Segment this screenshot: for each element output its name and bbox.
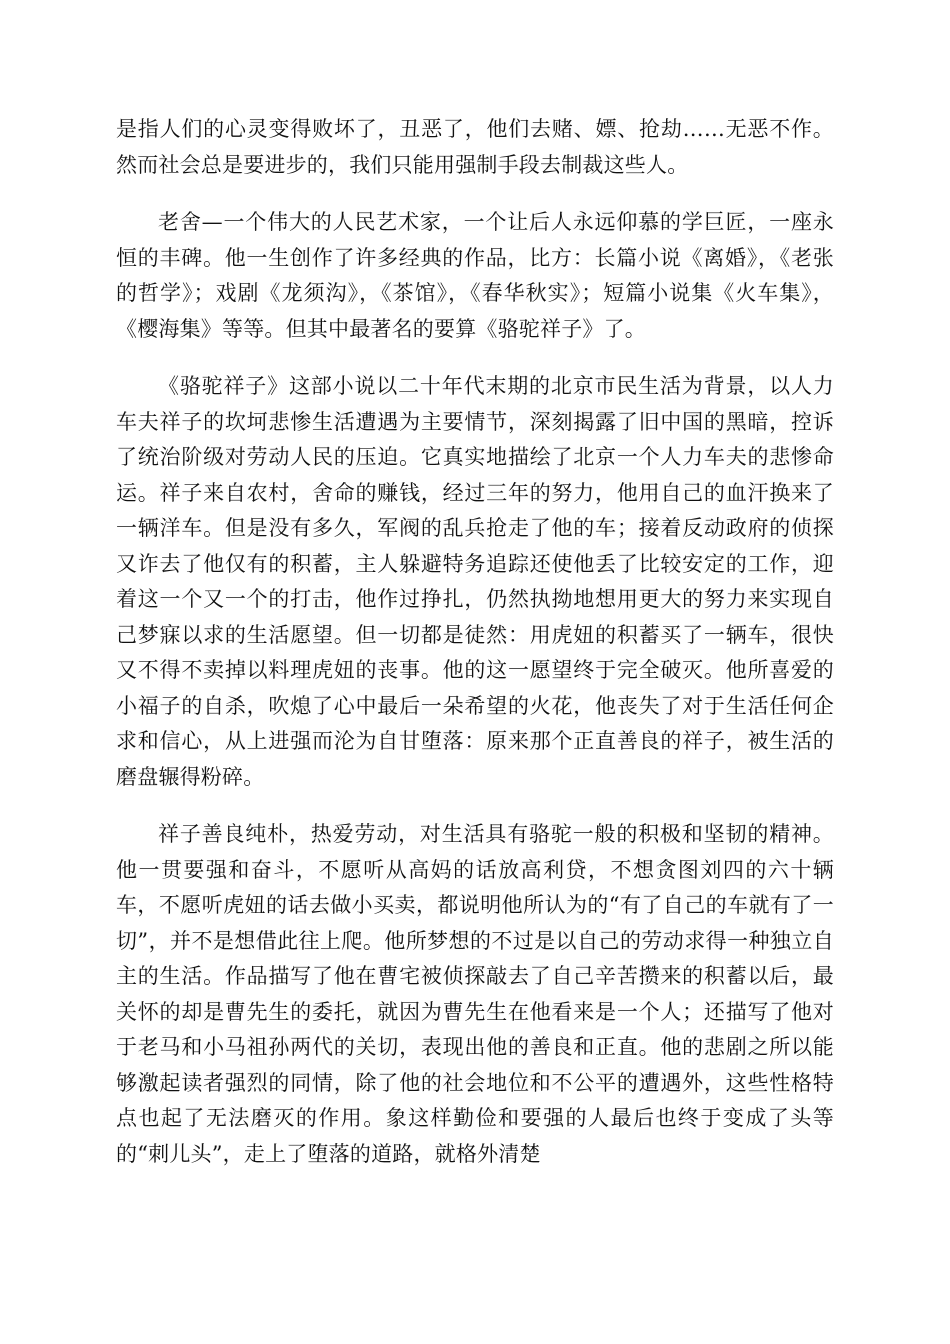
paragraph-laoshe-intro: 老舍—一个伟大的人民艺术家，一个让后人永远仰慕的学巨匠，一座永恒的丰碑。他一生创作了许多经典的作品，比方：长篇小说《离婚》，《老张的哲学》；戏剧《龙须沟》，《茶馆》，《春华秋实》；短篇小说集《火车集》，《樱海集》等等。但其中最著名的要算《骆驼祥子》了。 xyxy=(116,210,834,341)
paragraph-xiangzi-character: 祥子善良纯朴，热爱劳动，对生活具有骆驼一般的积极和坚韧的精神。他一贯要强和奋斗，不愿听从高妈的话放高利贷，不想贪图刘四的六十辆车，不愿听虎妞的话去做小买卖，都说明他所认为的“有了自己的车就有了一切”，并不是想借此往上爬。他所梦想的不过是以自己的劳动求得一种独立自主的生活。作品描写了他在曹宅被侦探敲去了自己辛苦攒来的积蓄以后，最关怀的却是曹先生的委托，就因为曹先生在他看来是一个人；还描写了他对于老马和小马祖孙两代的关切，表现出他的善良和正直。他的悲剧之所以能够激起读者强烈的同情，除了他的社会地位和不公平的遭遇外，这些性格特点也起了无法磨灭的作用。象这样勤俭和要强的人最后也终于变成了头等的“刺儿头”，走上了堕落的道路，就格外清楚 xyxy=(116,822,834,1166)
paragraph-continuation: 是指人们的心灵变得败坏了，丑恶了，他们去赌、嫖、抢劫……无恶不作。然而社会总是要进步的，我们只能用强制手段去制裁这些人。 xyxy=(116,117,834,177)
document-body xyxy=(116,112,834,1194)
paragraph-novel-summary: 《骆驼祥子》这部小说以二十年代末期的北京市民生活为背景，以人力车夫祥子的坎坷悲惨生活遭遇为主要情节，深刻揭露了旧中国的黑暗，控诉了统治阶级对劳动人民的压迫。它真实地描绘了北京一个人力车夫的悲惨命运。祥子来自农村，舍命的赚钱，经过三年的努力，他用自己的血汗换来了一辆洋车。但是没有多久，军阀的乱兵抢走了他的车；接着反动政府的侦探又诈去了他仅有的积蓄，主人躲避特务追踪还使他丢了比较安定的工作，迎着这一个又一个的打击，他作过挣扎，仍然执拗地想用更大的努力来实现自己梦寐以求的生活愿望。但一切都是徒然：用虎妞的积蓄买了一辆车，很快又不得不卖掉以料理虎妞的丧事。他的这一愿望终于完全破灭。他所喜爱的小福子的自杀，吹熄了心中最后一朵希望的火花，他丧失了对于生活任何企求和信心，从上进强而沦为自甘堕落：原来那个正直善良的祥子，被生活的磨盘辗得粉碎。 xyxy=(116,374,834,789)
